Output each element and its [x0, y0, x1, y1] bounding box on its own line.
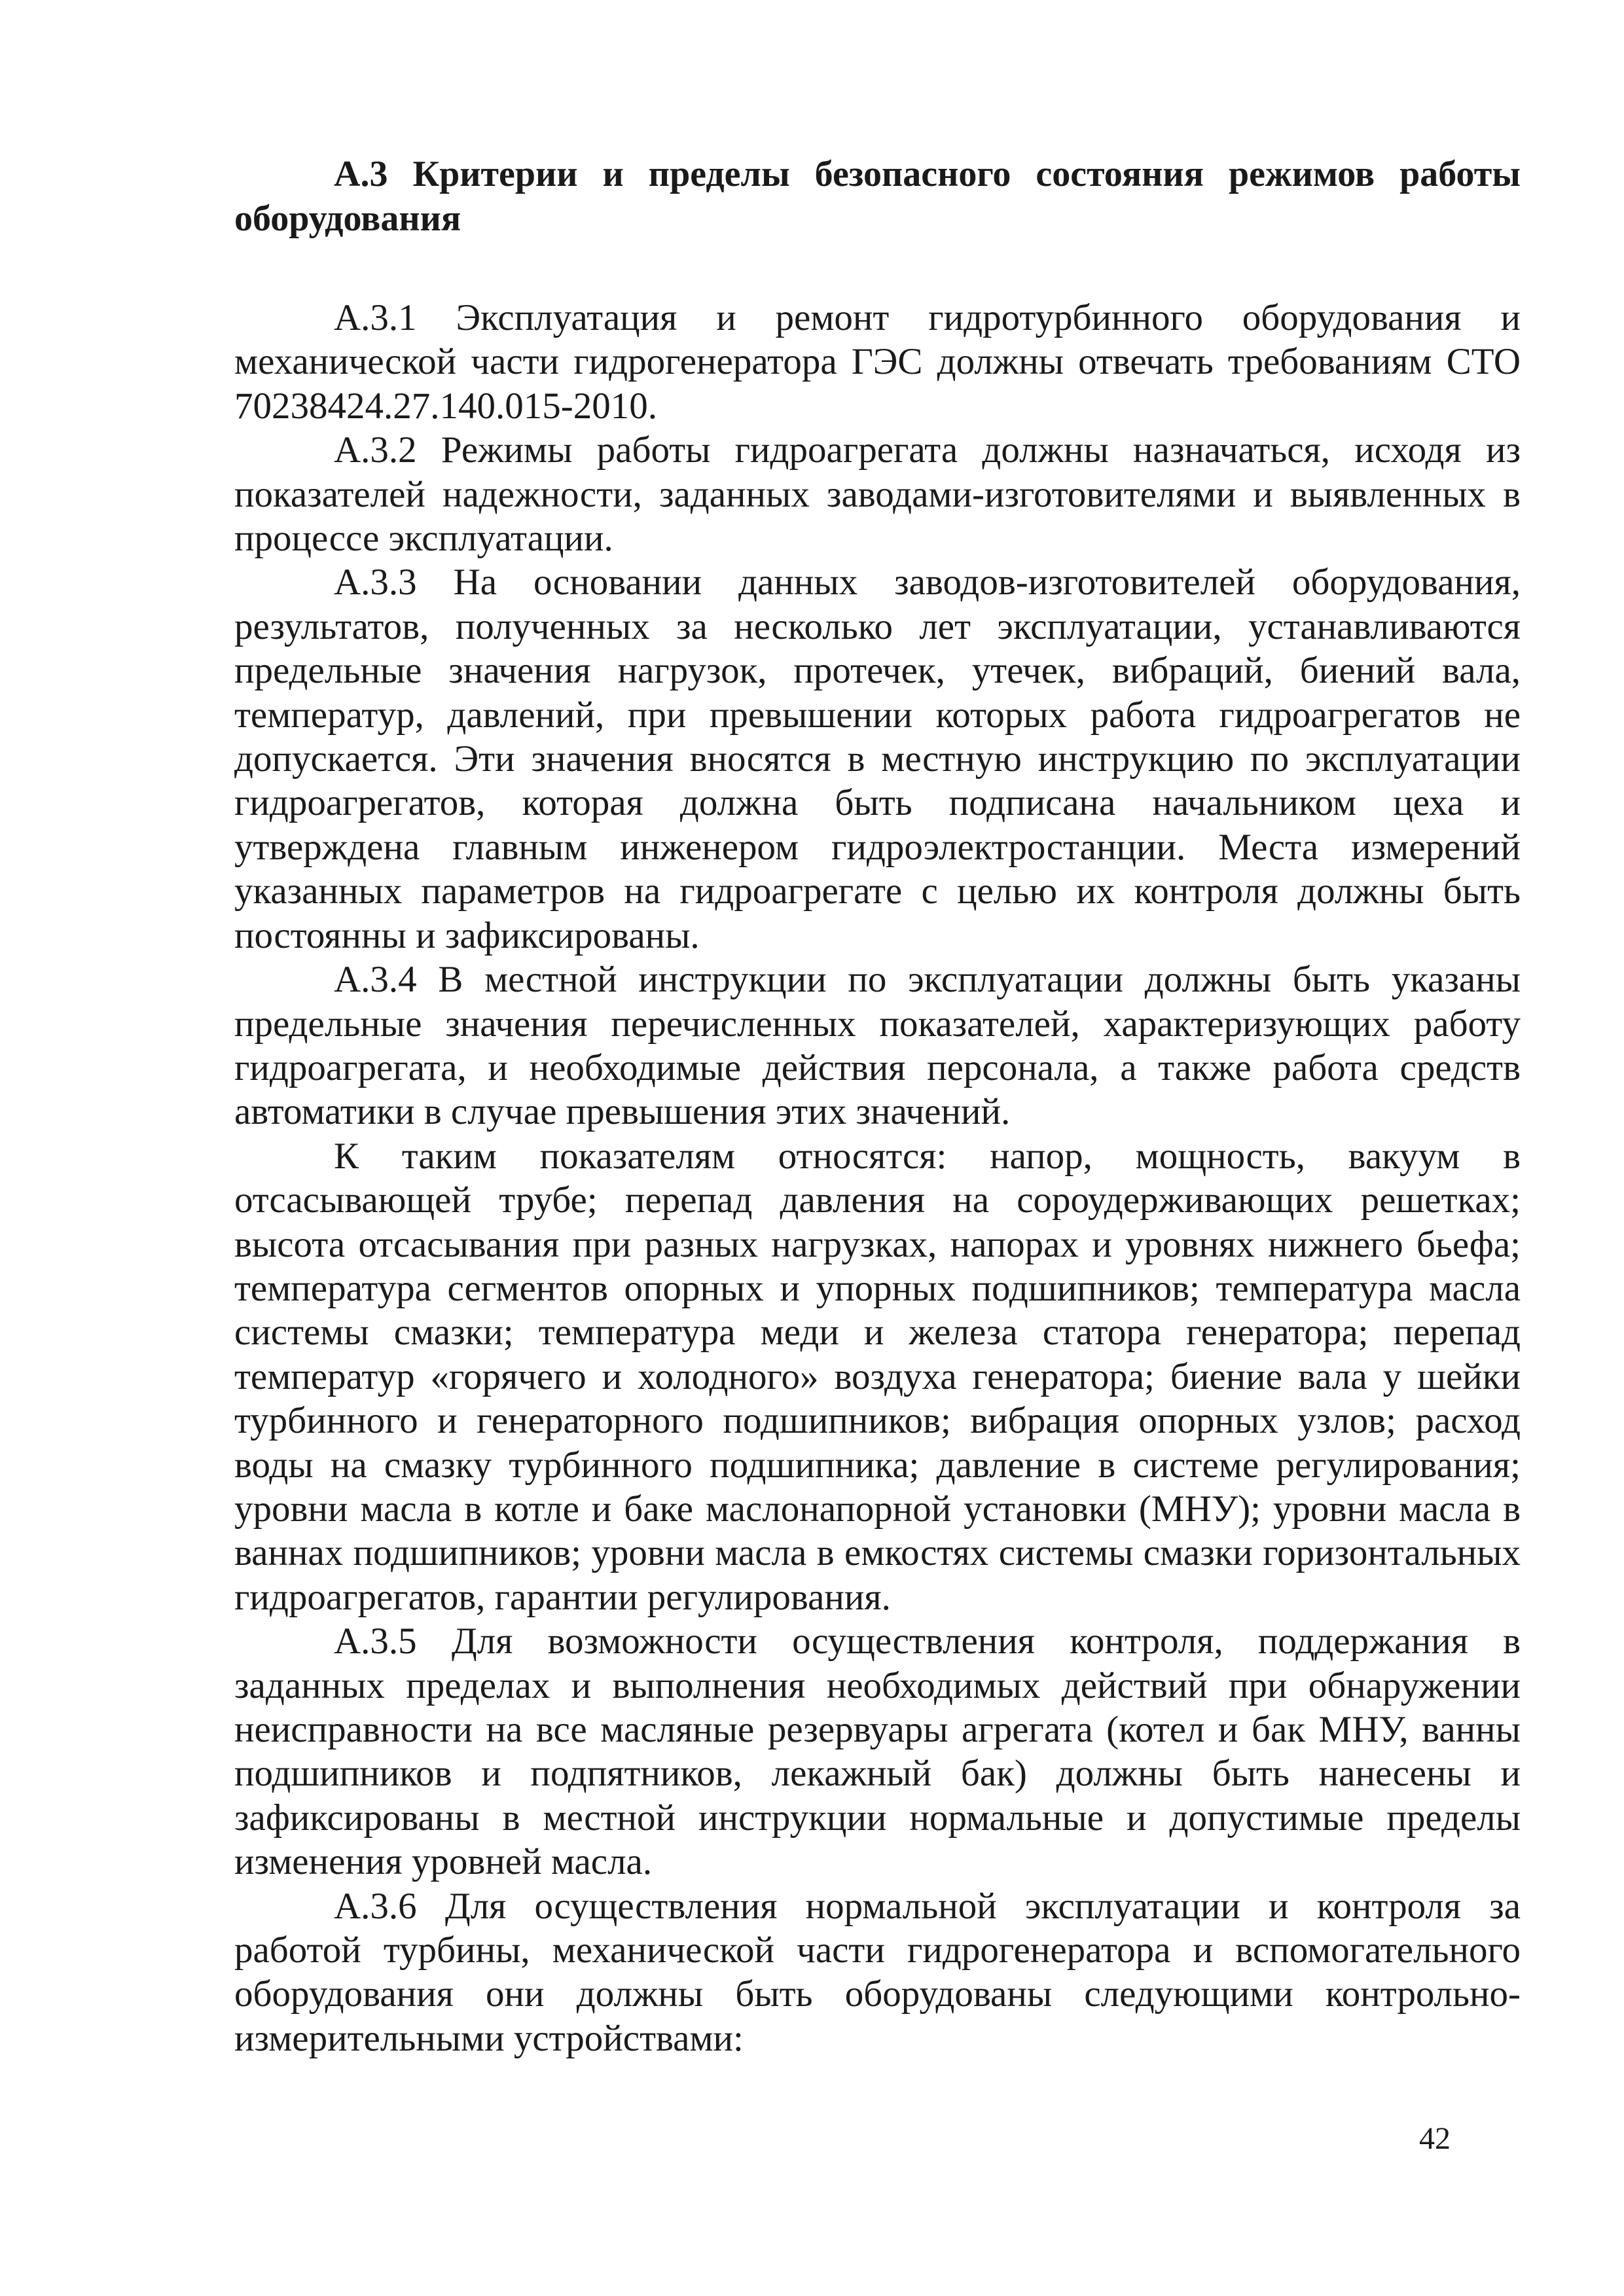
paragraph-a-3-2: А.3.2 Режимы работы гидроагрегата должны назначаться, исходя из показателей надежности, заданных заводами-изготовителями и выявленных в процессе эксплуатации. [234, 429, 1521, 560]
paragraph-a-3-1: А.3.1 Эксплуатация и ремонт гидротурбинного оборудования и механической части гидрогенератора ГЭС должны отвечать требованиям СТО 70238424.27.140.015-2010. [234, 297, 1521, 427]
document-page [234, 152, 1521, 2060]
paragraph-a-3-5: А.3.5 Для возможности осуществления контроля, поддержания в заданных пределах и выполнения необходимых действий при обнаружении неисправности на все масляные резервуары агрегата (котел и бак МНУ, ванны подшипников и подпятников, лекажный бак) должны быть нанесены и зафиксированы в местной инструкции нормальные и допустимые пределы изменения уровней масла. [234, 1621, 1521, 1883]
page-number: 42 [1419, 2121, 1451, 2156]
section-heading: А.3 Критерии и пределы безопасного состояния режимов работы оборудования [234, 154, 1521, 239]
paragraph-a-3-6: А.3.6 Для осуществления нормальной эксплуатации и контроля за работой турбины, механической части гидрогенератора и вспомогательного оборудования они должны быть оборудованы следующими контрольно-измерительными устройствами: [234, 1885, 1521, 2059]
paragraph-a-3-4: А.3.4 В местной инструкции по эксплуатации должны быть указаны предельные значения перечисленных показателей, характеризующих работу гидроагрегата, и необходимые действия персонала, а также работа средств автоматики в случае превышения этих значений. [234, 959, 1521, 1133]
paragraph-indicators-list: К таким показателям относятся: напор, мощность, вакуум в отсасывающей трубе; перепад давления на сороудерживающих решетках; высота отсасывания при разных нагрузках, напорах и уровнях нижнего бьефа; температура сегментов опорных и упорных подшипников; температура масла системы смазки; температура меди и железа статора генератора; перепад температур «горячего и холодного» воздуха генератора; биение вала у шейки турбинного и генераторного подшипников; вибрация опорных узлов; расход воды на смазку турбинного подшипника; давление в системе регулирования; уровни масла в котле и баке маслонапорной установки (МНУ); уровни масла в ваннах подшипников; уровни масла в емкостях системы смазки горизонтальных гидроагрегатов, гарантии регулирования. [234, 1135, 1521, 1618]
paragraph-a-3-3: А.3.3 На основании данных заводов-изготовителей оборудования, результатов, полученных за несколько лет эксплуатации, устанавливаются предельные значения нагрузок, протечек, утечек, вибраций, биений вала, температур, давлений, при превышении которых работа гидроагрегатов не допускается. Эти значения вносятся в местную инструкцию по эксплуатации гидроагрегатов, которая должна быть подписана начальником цеха и утверждена главным инженером гидроэлектростанции. Места измерений указанных параметров на гидроагрегате с целью их контроля должны быть постоянны и зафиксированы. [234, 562, 1521, 956]
